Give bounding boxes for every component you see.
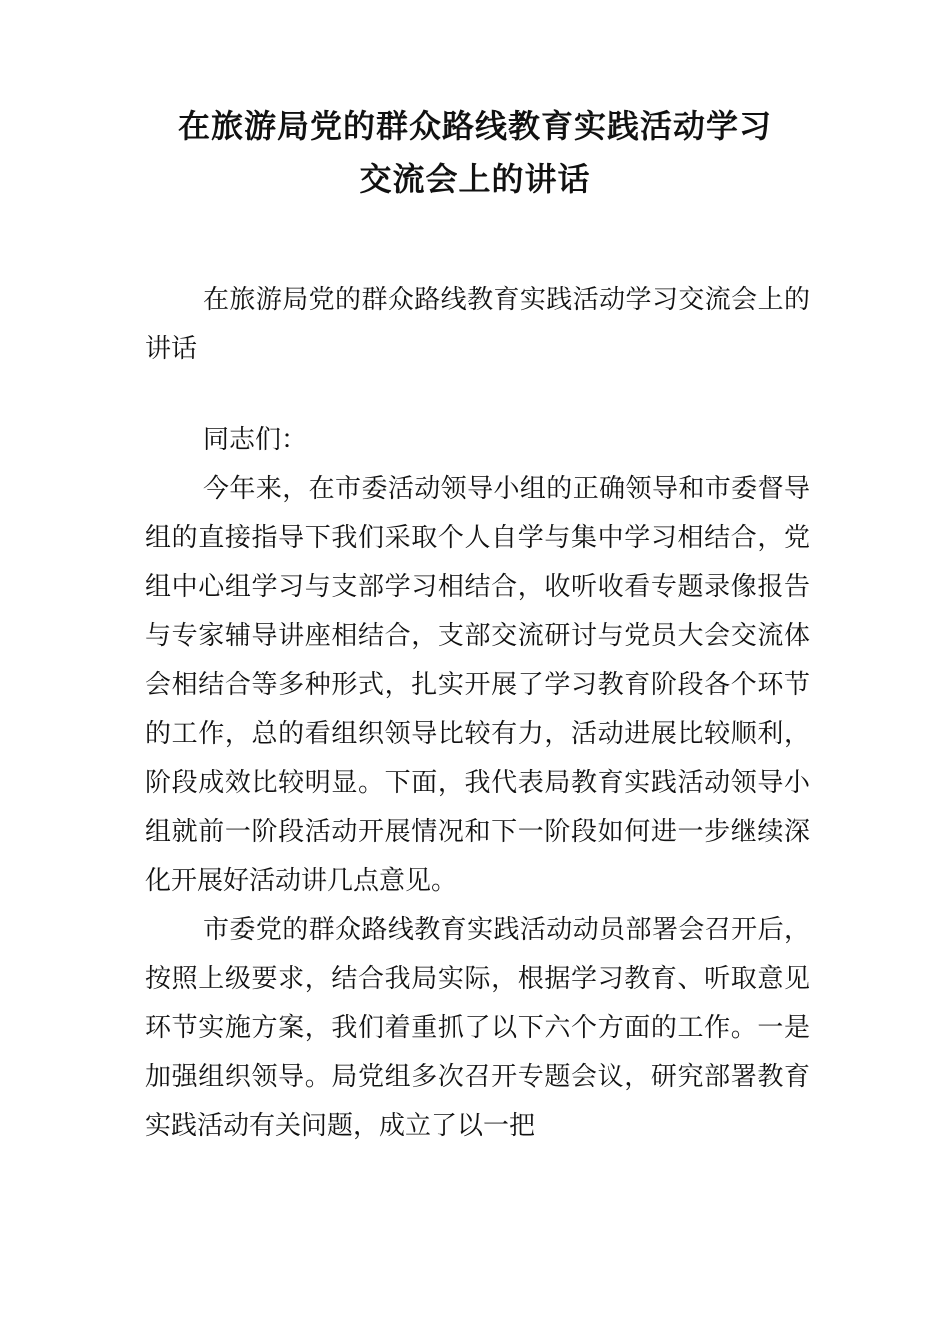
document-title bbox=[120, 100, 830, 206]
paragraph-work-summary: 市委党的群众路线教育实践活动动员部署会召开后，按照上级要求，结合我局实际，根据学习教育、听取意见环节实施方案，我们着重抓了以下六个方面的工作。一是加强组织领导。局党组多次召开专题会议，研究部署教育实践活动有关问题，成立了以一把 bbox=[145, 915, 810, 1141]
document-title-line-2: 交流会上的讲话 bbox=[359, 160, 591, 198]
document-title-line-1: 在旅游局党的群众路线教育实践活动学习 bbox=[177, 107, 772, 145]
paragraph-salutation: 同志们： bbox=[203, 425, 308, 455]
paragraph-spacer bbox=[145, 374, 810, 416]
paragraph-subtitle: 在旅游局党的群众路线教育实践活动学习交流会上的讲话 bbox=[145, 285, 810, 364]
document-body bbox=[145, 276, 810, 1151]
paragraph-intro: 今年来，在市委活动领导小组的正确领导和市委督导组的直接指导下我们采取个人自学与集中学习相结合，党组中心组学习与支部学习相结合，收听收看专题录像报告与专家辅导讲座相结合，支部交流研讨与党员大会交流体会相结合等多种形式，扎实开展了学习教育阶段各个环节的工作，总的看组织领导比较有力，活动进展比较顺利，阶段成效比较明显。下面，我代表局教育实践活动领导小组就前一阶段活动开展情况和下一阶段如何进一步继续深化开展好活动讲几点意见。 bbox=[145, 474, 810, 896]
